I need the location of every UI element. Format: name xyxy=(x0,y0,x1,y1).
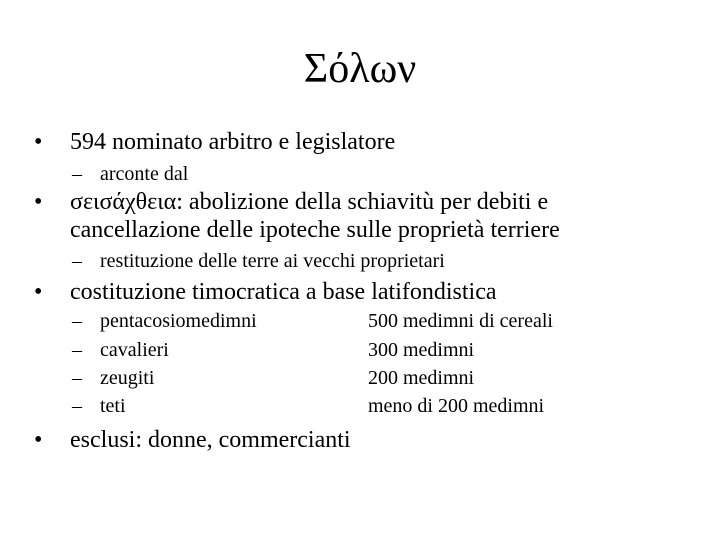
class-value: 300 medimni xyxy=(368,339,475,361)
class-name: pentacosiomedimni xyxy=(100,310,257,332)
dash-glyph: – xyxy=(72,250,82,272)
class-value: 200 medimni xyxy=(368,367,475,389)
bullet-text: costituzione timocratica a base latifondistica xyxy=(70,279,497,305)
sub-bullet-text: arconte dal xyxy=(100,163,189,185)
dash-glyph: – xyxy=(72,367,82,389)
bullet-text: 594 nominato arbitro e legislatore xyxy=(70,129,396,155)
class-value: 500 medimni di cereali xyxy=(368,310,553,332)
class-value: meno di 200 medimni xyxy=(368,395,545,417)
sub-bullet-text: restituzione delle terre ai vecchi proprietari xyxy=(100,250,445,272)
bullet-text: esclusi: donne, commercianti xyxy=(70,427,351,453)
bullet-text: σεισάχθεια: abolizione della schiavitù per debiti e cancellazione delle ipoteche sulle proprietà terriere xyxy=(70,189,560,243)
dash-glyph: – xyxy=(72,310,82,332)
class-name: teti xyxy=(100,395,126,417)
dash-glyph: – xyxy=(72,395,82,417)
bullet-glyph: • xyxy=(34,129,43,155)
dash-glyph: – xyxy=(72,339,82,361)
bullet-glyph: • xyxy=(34,279,43,305)
bullet-glyph: • xyxy=(34,189,43,215)
class-name: zeugiti xyxy=(100,367,155,389)
class-name: cavalieri xyxy=(100,339,169,361)
slide-title: Σόλων xyxy=(303,46,417,92)
dash-glyph: – xyxy=(72,163,82,185)
bullet-glyph: • xyxy=(34,427,43,453)
